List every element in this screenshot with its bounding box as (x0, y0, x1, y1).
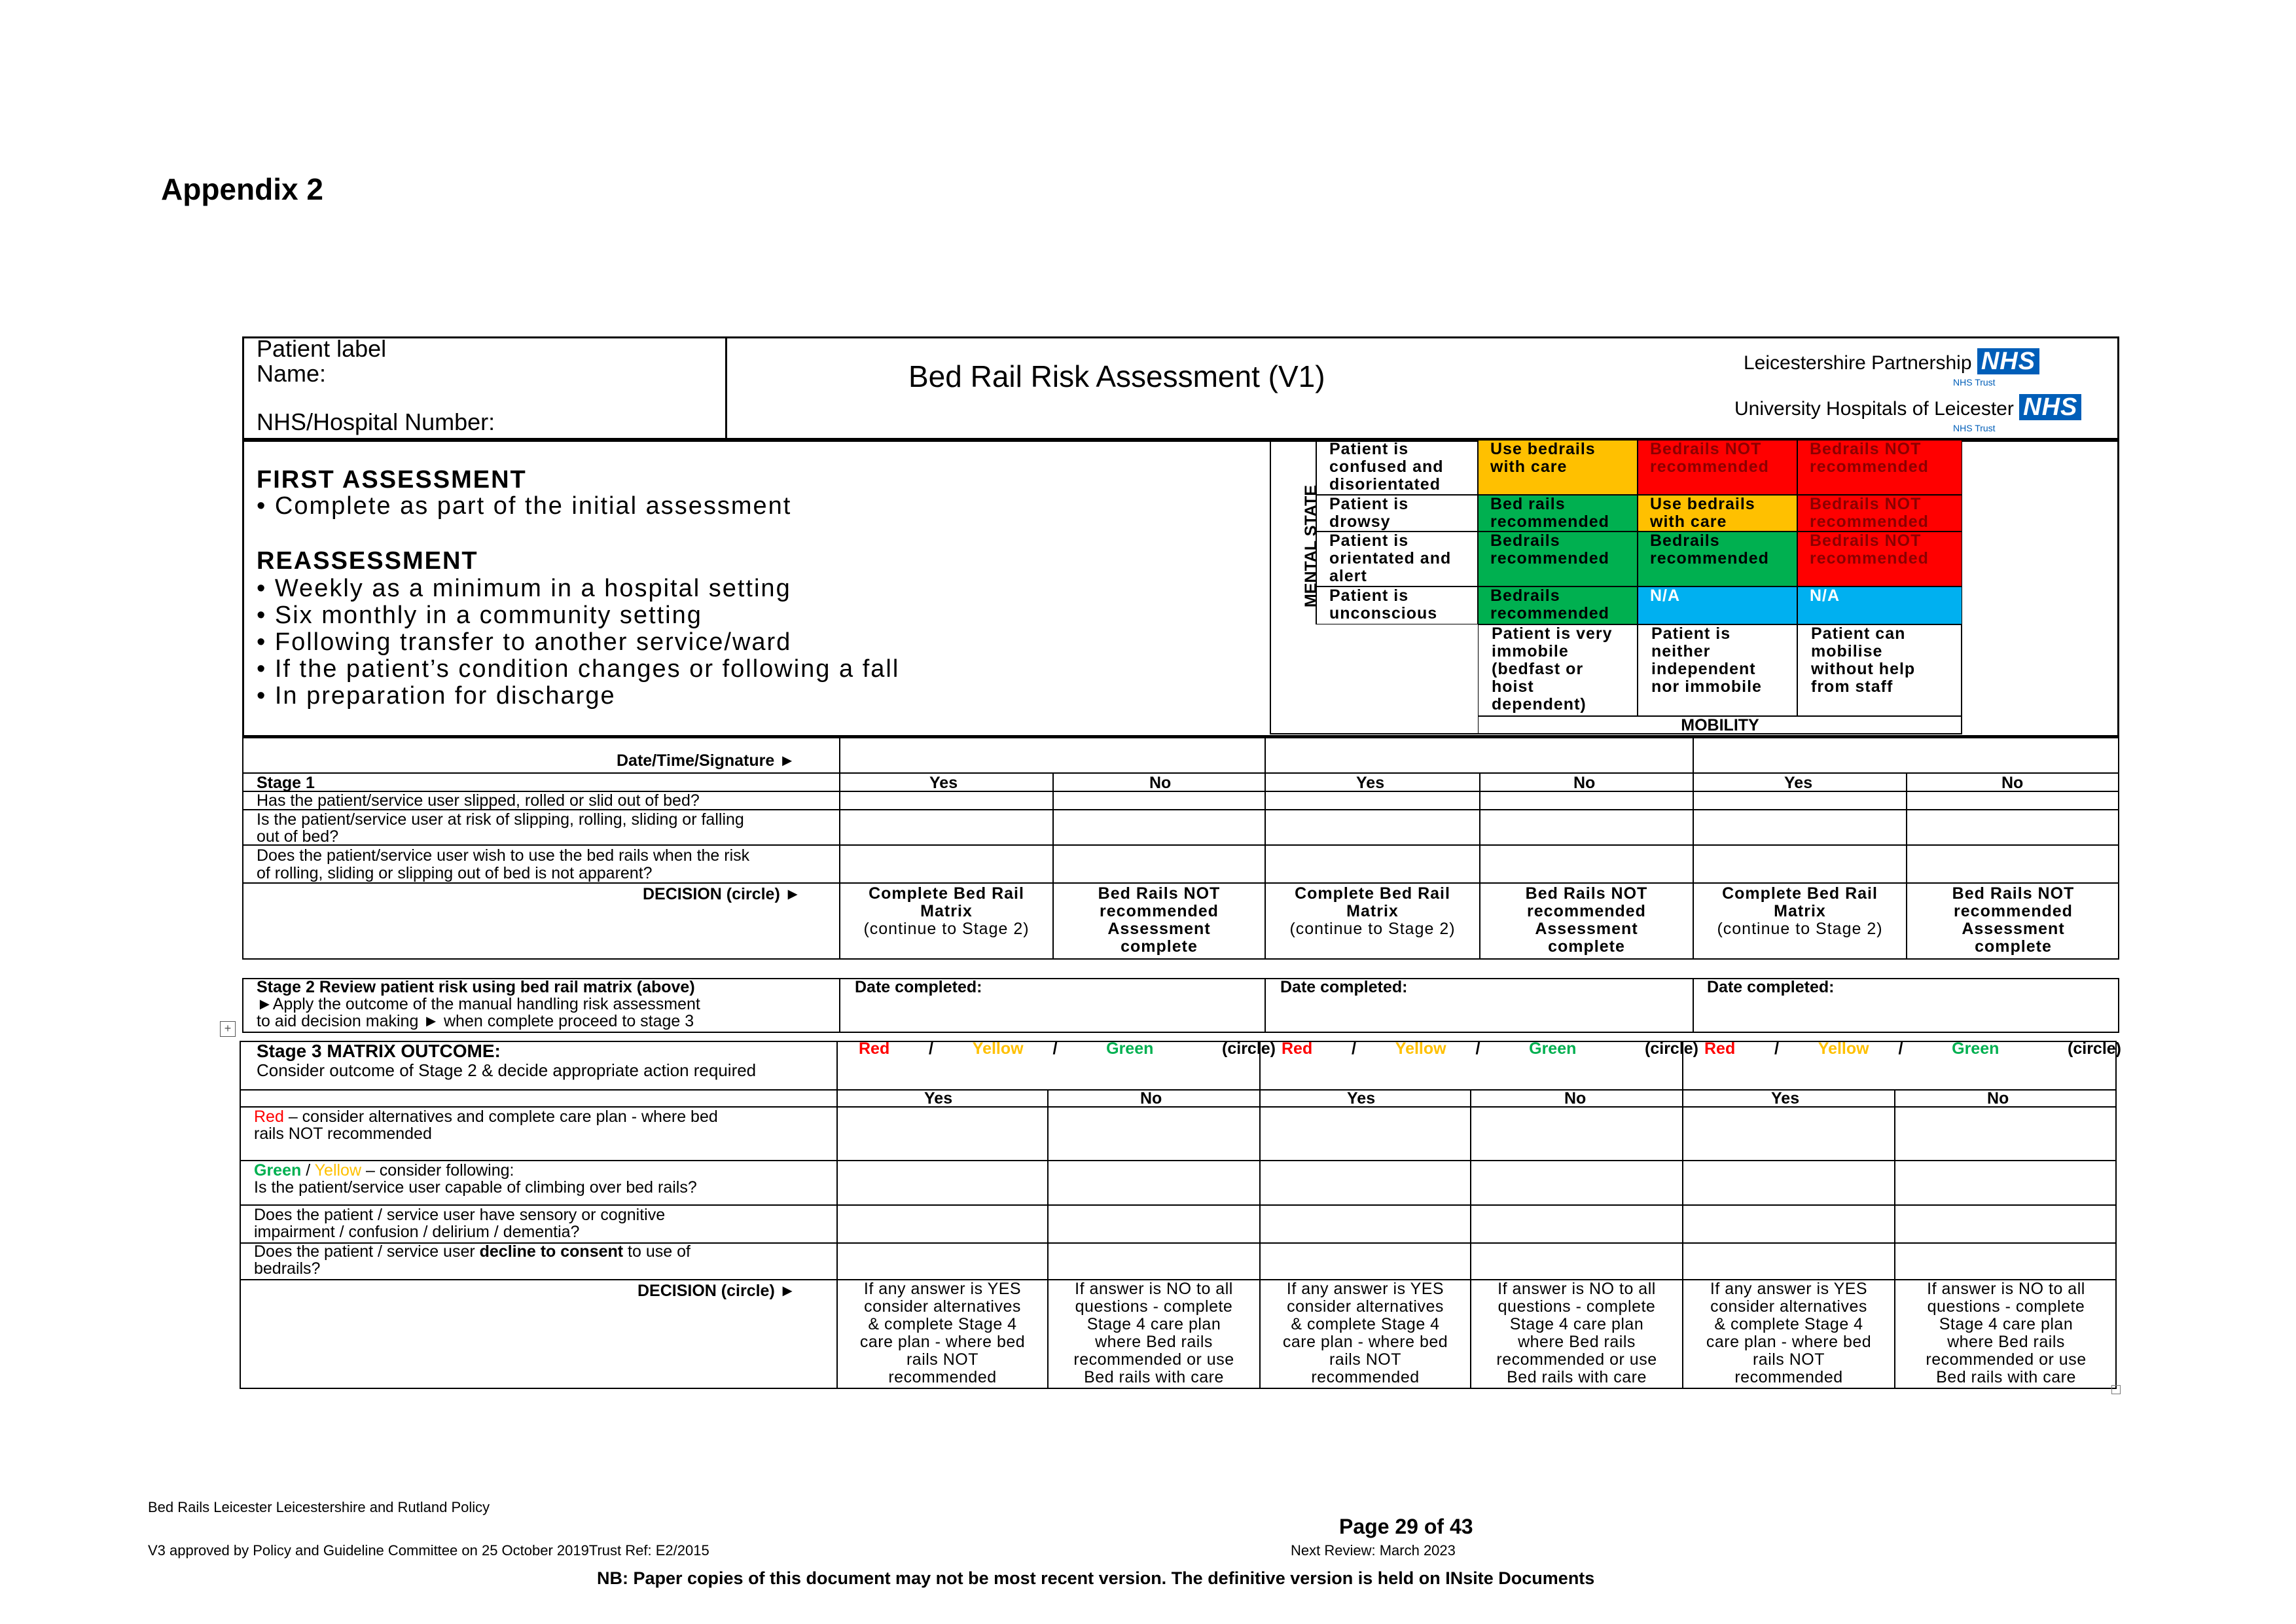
stage2-line3: to aid decision making ► when complete proceed to stage 3 (257, 1012, 694, 1030)
date-time-signature: Date/Time/Signature ► (617, 751, 795, 770)
stage1-q1: Has the patient/service user slipped, rolled or slid out of bed? (257, 791, 700, 810)
org-uhl-name: University Hospitals of Leicester (1734, 398, 2014, 420)
reassess-bullet-4: • If the patient’s condition changes or following a fall (257, 655, 900, 683)
org-uhl (1734, 394, 2081, 420)
matrix-cell-r0c1: Bedrails NOT recommended (1638, 440, 1797, 495)
stage1-yes-1: Yes (929, 774, 958, 792)
stage1-decision-label: DECISION (circle) ► (643, 885, 801, 903)
stage3-yes-2: Yes (1347, 1089, 1376, 1108)
nhs-logo-2: NHS (2019, 394, 2081, 420)
matrix-cell-r0c0: Use bedrails with care (1478, 440, 1638, 495)
patient-label: Patient label (257, 335, 387, 362)
first-assessment-title: FIRST ASSESSMENT (257, 466, 527, 494)
stage1-q2b: out of bed? (257, 827, 339, 846)
matrix-cell-r3c1: N/A (1638, 586, 1797, 624)
footer-policy: Bed Rails Leicester Leicestershire and Rutland Policy (148, 1499, 490, 1515)
mobility-label: MOBILITY (1478, 716, 1962, 734)
matrix-cell-r1c1: Use bedrails with care (1638, 495, 1797, 532)
appendix-title: Appendix 2 (161, 172, 323, 206)
stage1-title: Stage 1 (257, 774, 315, 792)
stage3-climbing-question: Is the patient/service user capable of climbing over bed rails? (254, 1178, 697, 1197)
matrix-row-unconscious: Patient is unconscious (1316, 586, 1478, 624)
matrix-cell-r1c0: Bed rails recommended (1478, 495, 1638, 532)
matrix-row-orientated: Patient is orientated and alert (1316, 532, 1478, 586)
stage3-decision-no-1[interactable]: If answer is NO to all questions - complete Stage 4 care plan where Bed rails recommended or use Bed rails with care (1073, 1280, 1234, 1386)
reassess-bullet-1: • Weekly as a minimum in a hospital setting (257, 575, 791, 602)
stage1-decision-yes-2[interactable]: Complete Bed Rail Matrix (continue to Stage 2) (1289, 884, 1456, 938)
stage3-red-row: Red – consider alternatives and complete care plan - where bed (254, 1108, 718, 1126)
stage3-decision-yes-1[interactable]: If any answer is YES consider alternatives & complete Stage 4 care plan - where bed rails NOT recommended (859, 1280, 1026, 1386)
stage2-date-1[interactable]: Date completed: (855, 978, 982, 996)
stage1-q3a: Does the patient/service user wish to use the bed rails when the risk (257, 846, 750, 865)
table-resize-handle-icon[interactable] (2111, 1385, 2121, 1394)
footer-next-review: Next Review: March 2023 (1291, 1542, 1456, 1559)
reassess-bullet-3: • Following transfer to another service/ward (257, 628, 792, 656)
stage1-no-2: No (1573, 774, 1596, 792)
stage3-yes-3: Yes (1771, 1089, 1800, 1108)
reassess-bullet-5: • In preparation for discharge (257, 682, 616, 710)
stage2-date-2[interactable]: Date completed: (1280, 978, 1408, 996)
footer-approved: V3 approved by Policy and Guideline Committee on 25 October 2019Trust Ref: E2/2015 (148, 1542, 709, 1559)
reassess-bullet-2: • Six monthly in a community setting (257, 602, 702, 629)
stage1-decision-yes-3[interactable]: Complete Bed Rail Matrix (continue to Stage 2) (1717, 884, 1883, 938)
matrix-cell-r1c2: Bedrails NOT recommended (1797, 495, 1962, 532)
stage2-date-3[interactable]: Date completed: (1707, 978, 1835, 996)
stage1-yes-2: Yes (1356, 774, 1385, 792)
matrix-col-neither: Patient is neither independent nor immobile (1638, 624, 1797, 716)
stage1-q3b: of rolling, sliding or slipping out of bed is not apparent? (257, 864, 653, 882)
matrix-cell-r2c0: Bedrails recommended (1478, 532, 1638, 586)
name-label: Name: (257, 360, 327, 387)
stage3-subtitle: Consider outcome of Stage 2 & decide appropriate action required (257, 1060, 757, 1080)
matrix-cell-r0c2: Bedrails NOT recommended (1797, 440, 1962, 495)
matrix-row-confused: Patient is confused and disorientated (1316, 440, 1478, 495)
nhs-number-label: NHS/Hospital Number: (257, 408, 495, 435)
stage1-decision-no-1[interactable]: Bed Rails NOT recommended Assessment complete (1098, 884, 1221, 956)
stage3-yes-1: Yes (924, 1089, 953, 1108)
stage3-decision-no-2[interactable]: If answer is NO to all questions - complete Stage 4 care plan where Bed rails recommended or use Bed rails with care (1496, 1280, 1657, 1386)
form-title: Bed Rail Risk Assessment (V1) (908, 359, 1325, 393)
footer-nb: NB: Paper copies of this document may not be most recent version. The definitive version is held on INsite Documents (597, 1568, 1595, 1588)
stage3-no-2: No (1564, 1089, 1587, 1108)
stage1-decision-yes-1[interactable]: Complete Bed Rail Matrix (continue to Stage 2) (863, 884, 1030, 938)
stage3-cognitive-question: Does the patient / service user have sensory or cognitive (254, 1206, 666, 1224)
stage3-cognitive-question-2: impairment / confusion / delirium / dementia? (254, 1223, 580, 1241)
stage3-colour-choice-3[interactable]: Red / Yellow / Green (circle) (1704, 1039, 2121, 1058)
stage1-decision-no-2[interactable]: Bed Rails NOT recommended Assessment complete (1525, 884, 1648, 956)
table-move-handle-icon[interactable]: + (220, 1021, 236, 1037)
stage3-colour-choice-1[interactable]: Red / Yellow / Green (circle) (859, 1039, 1276, 1058)
stage1-q2a: Is the patient/service user at risk of slipping, rolling, sliding or falling (257, 810, 744, 829)
stage2-title: Stage 2 Review patient risk using bed rail matrix (above) (257, 978, 695, 996)
stage3-consent-question-2: bedrails? (254, 1259, 321, 1278)
matrix-cell-r3c2: N/A (1797, 586, 1962, 624)
org-leicestershire-name: Leicestershire Partnership (1744, 352, 1972, 374)
stage3-decision-no-3[interactable]: If answer is NO to all questions - complete Stage 4 care plan where Bed rails recommended or use Bed rails with care (1926, 1280, 2087, 1386)
matrix-col-mobilise: Patient can mobilise without help from staff (1797, 624, 1962, 716)
nhs-trust-2: NHS Trust (1953, 423, 1996, 433)
matrix-col-immobile: Patient is very immobile (bedfast or hoist dependent) (1478, 624, 1638, 716)
mental-state-label: MENTAL STATE (1302, 484, 1321, 608)
stage3-no-1: No (1140, 1089, 1162, 1108)
stage3-consent-question: Does the patient / service user decline to consent to use of (254, 1242, 691, 1261)
org-leicestershire (1744, 348, 2039, 374)
stage1-no-1: No (1149, 774, 1172, 792)
stage3-decision-yes-3[interactable]: If any answer is YES consider alternatives & complete Stage 4 care plan - where bed rails NOT recommended (1706, 1280, 1872, 1386)
first-assessment-bullet: • Complete as part of the initial assessment (257, 492, 792, 520)
stage3-decision-label: DECISION (circle) ► (637, 1282, 796, 1300)
matrix-cell-r2c1: Bedrails recommended (1638, 532, 1797, 586)
stage3-green-yellow-row: Green / Yellow – consider following: (254, 1161, 514, 1180)
matrix-cell-r3c0: Bedrails recommended (1478, 586, 1638, 624)
footer-page-number: Page 29 of 43 (1339, 1515, 1473, 1538)
nhs-trust-1: NHS Trust (1953, 377, 1996, 388)
stage1-yes-3: Yes (1784, 774, 1813, 792)
stage3-no-3: No (1987, 1089, 2009, 1108)
reassessment-title: REASSESSMENT (257, 547, 478, 575)
matrix-row-drowsy: Patient is drowsy (1316, 495, 1478, 532)
first-assessment-text: Complete as part of the initial assessment (274, 492, 792, 520)
matrix-cell-r2c2: Bedrails NOT recommended (1797, 532, 1962, 586)
stage1-no-3: No (2001, 774, 2024, 792)
stage1-decision-no-3[interactable]: Bed Rails NOT recommended Assessment complete (1952, 884, 2075, 956)
stage3-red-row-2: rails NOT recommended (254, 1125, 432, 1143)
stage3-decision-yes-2[interactable]: If any answer is YES consider alternatives & complete Stage 4 care plan - where bed rails NOT recommended (1282, 1280, 1448, 1386)
nhs-logo-1: NHS (1977, 348, 2039, 374)
stage2-line2: ►Apply the outcome of the manual handling risk assessment (257, 995, 700, 1013)
stage3-colour-choice-2[interactable]: Red / Yellow / Green (circle) (1282, 1039, 1698, 1058)
stage3-title: Stage 3 MATRIX OUTCOME: (257, 1041, 501, 1061)
